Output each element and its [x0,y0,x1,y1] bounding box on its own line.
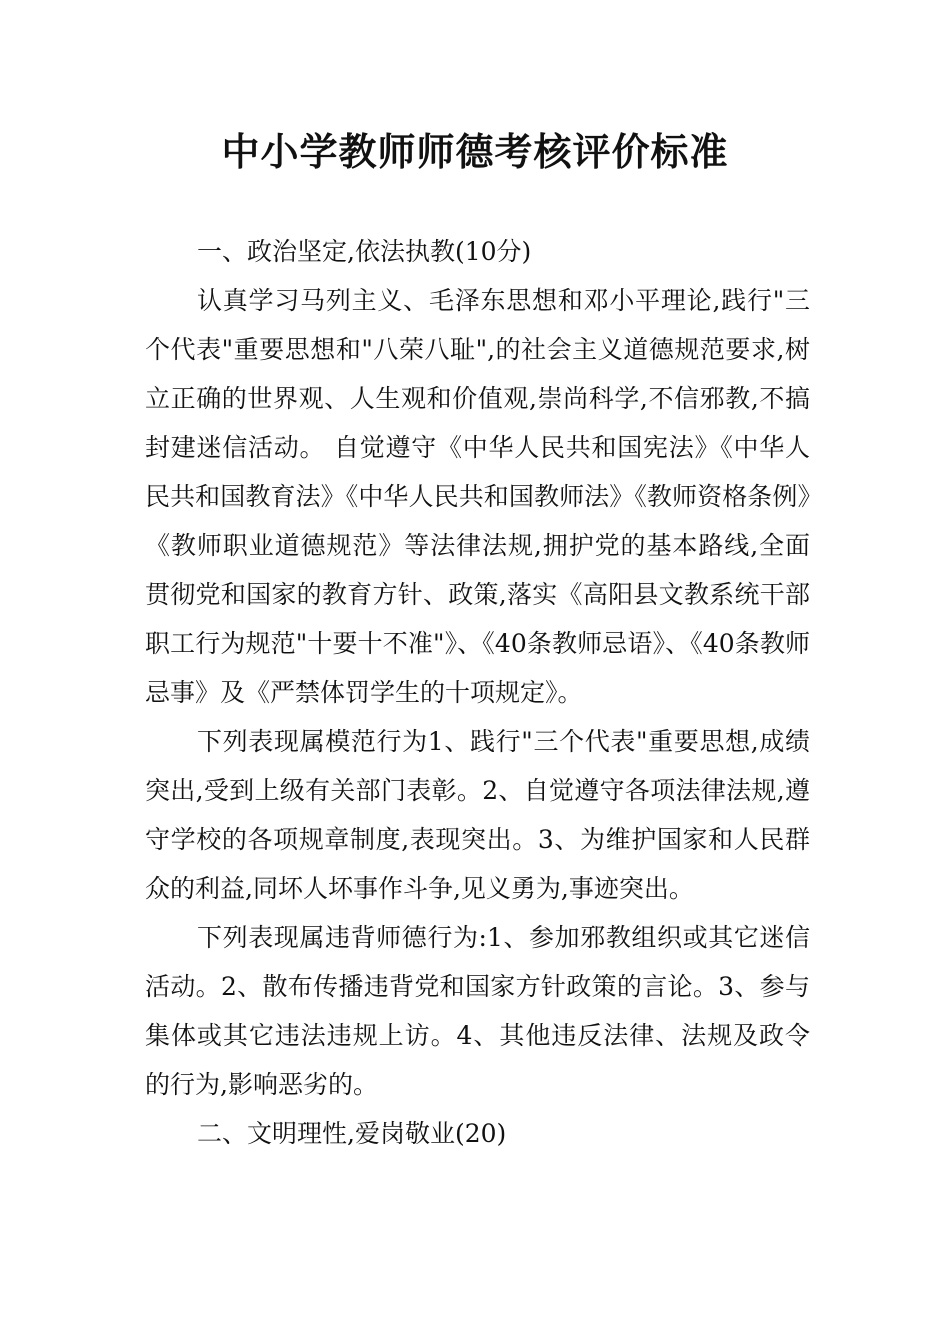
paragraph-1: 认真学习马列主义、毛泽东思想和邓小平理论,践行"三个代表"重要思想和"八荣八耻",的社会主义道德规范要求,树立正确的世界观、人生观和价值观,崇尚科学,不信邪教,不搞封建迷信活动。 自觉遵守《中华人民共和国宪法》《中华人民共和国教育法》《中华人民共和国教师法》《教师资格条例》《教师职业道德规范》等法律法规,拥护党的基本路线,全面贯彻党和国家的教育方针、政策,落实《高阳县文教系统干部职工行为规范"十要十不准"》、《40条教师忌语》、《40条教师忌事》及《严禁体罚学生的十项规定》。 [145,286,810,707]
document-title: 中小学教师师德考核评价标准 [221,129,729,174]
paragraph-2: 下列表现属模范行为1、践行"三个代表"重要思想,成绩突出,受到上级有关部门表彰。2、自觉遵守各项法律法规,遵守学校的各项规章制度,表现突出。3、为维护国家和人民群众的利益,同坏人坏事作斗争,见义勇为,事迹突出。 [145,727,810,903]
section-heading-2: 二、文明理性,爱岗敬业(20) [197,1119,507,1148]
section-heading-1: 一、政治坚定,依法执教(10分) [197,237,532,266]
document-body [145,227,810,1158]
paragraph-3: 下列表现属违背师德行为:1、参加邪教组织或其它迷信活动。2、散布传播违背党和国家方针政策的言论。3、参与集体或其它违法违规上访。4、其他违反法律、法规及政令的行为,影响恶劣的。 [145,923,810,1099]
